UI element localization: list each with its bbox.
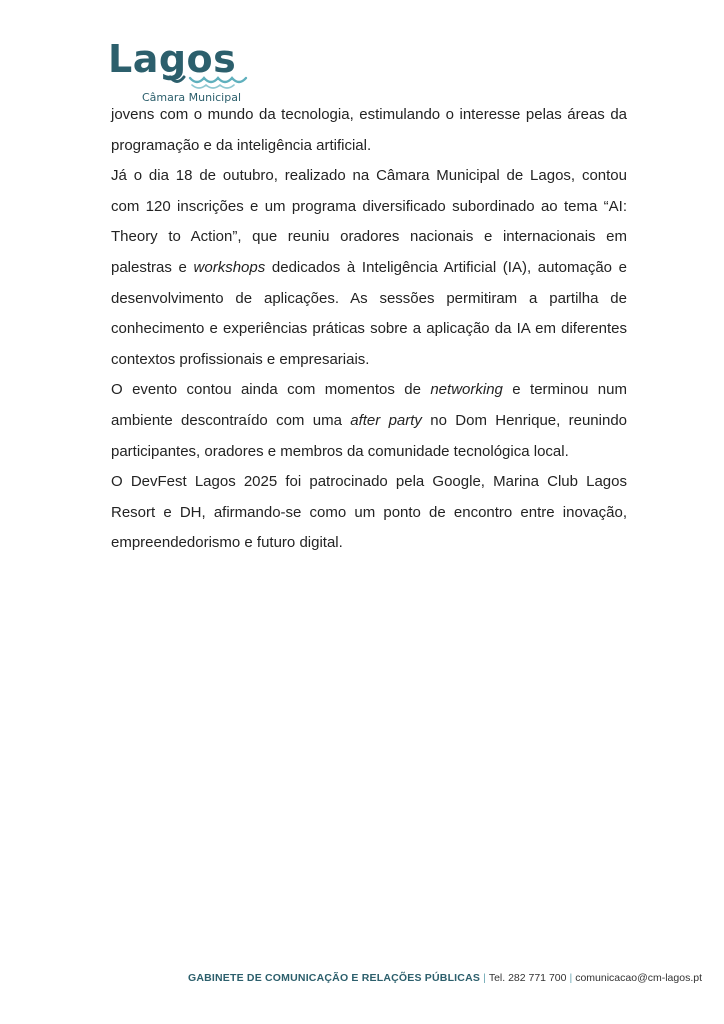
logo-subtitle: Câmara Municipal — [142, 91, 242, 104]
paragraph-1: jovens com o mundo da tecnologia, estimulando o interesse pelas áreas da programação e da inteligência artificial. — [111, 106, 627, 154]
footer-phone: Tel. 282 771 700 — [488, 972, 567, 984]
footer-email: comunicacao@cm-lagos.pt — [575, 972, 702, 984]
paragraph-2-text-b: dedicados à Inteligência Artificial (IA), automação e desenvolvimento de aplicações. As sessões permitiram a partilha de conhecimento e experiências práticas sobre a aplicação da IA em diferentes contextos profissionais e empresariais. — [111, 258, 628, 368]
paragraph-2 — [111, 161, 627, 375]
paragraph-4: O DevFest Lagos 2025 foi patrocinado pela Google, Marina Club Lagos Resort e DH, afirmando-se como um ponto de encontro entre inovação, empreendedorismo e futuro digital. — [111, 473, 627, 552]
article-body — [111, 100, 627, 559]
logo-wordmark: Lagos — [108, 37, 237, 81]
footer-separator-2: | — [569, 972, 573, 984]
municipal-logo — [108, 38, 248, 108]
paragraph-3-text-a: O evento contou ainda com momentos de — [111, 381, 431, 399]
page-footer — [160, 972, 702, 984]
waves-icon — [168, 74, 250, 90]
paragraph-2-emphasis: workshops — [193, 258, 266, 276]
paragraph-2-text-a: Já o dia 18 de outubro, realizado na Câmara Municipal de Lagos, contou com 120 inscrições e um programa diversificado subordinado ao tema “AI: Theory to Action”, que reuniu oradores nacionais e internacionais em palestras e — [111, 167, 627, 276]
footer-separator-1: | — [483, 972, 486, 984]
paragraph-3-emphasis-2: after party — [350, 411, 422, 429]
paragraph-3-emphasis-1: networking — [430, 381, 503, 399]
paragraph-3 — [111, 375, 627, 467]
paragraph-3-text-b: e terminou num ambiente descontraído com uma — [111, 381, 627, 429]
footer-department: GABINETE DE COMUNICAÇÃO E RELAÇÕES PÚBLICAS — [187, 972, 481, 984]
paragraph-3-text-c: no Dom Henrique, reunindo participantes, oradores e membros da comunidade tecnológica local. — [111, 411, 628, 460]
